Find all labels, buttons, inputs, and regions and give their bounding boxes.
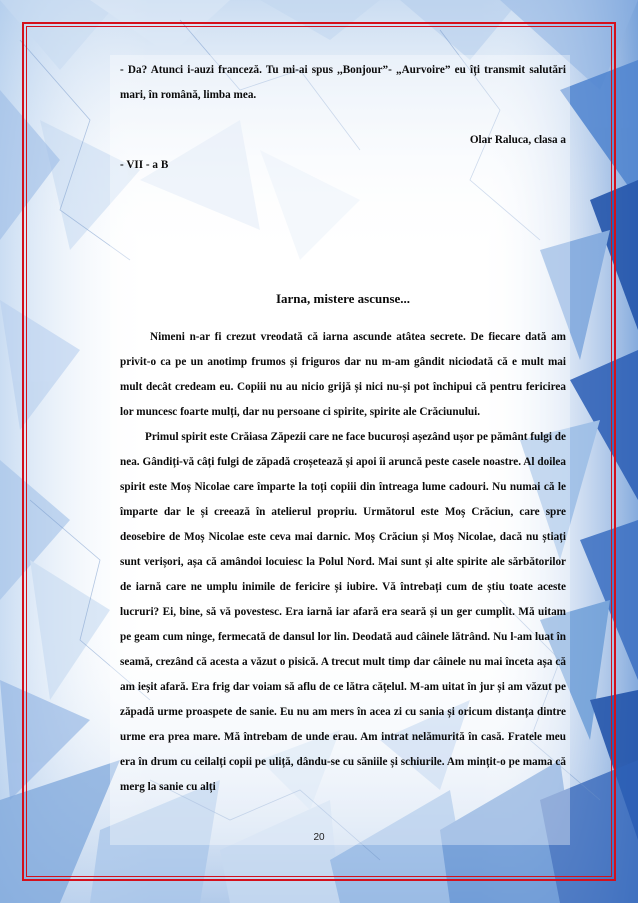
body-paragraph-1: Nimeni n-ar fi crezut vreodată că iarna ascunde atâtea secrete. De fiecare dată am privit-o ca pe un anotimp frumos și friguros dar nu m-am gândit niciodată că e mult mai mult decât credeam eu. Copiii nu au nicio grijă și nici nu-și pot închipui că pentru fericirea lor muncesc foarte mulți, dar nu persoane ci spirite, spirite ale Crăciunului. <box>120 331 566 418</box>
author-signature: Olar Raluca, clasa a <box>469 134 566 146</box>
document-body <box>120 58 566 800</box>
dialogue-paragraph: - Da? Atunci i-auzi franceză. Tu mi-ai spus ,,Bonjour”- „Aurvoire” eu îți transmit salutări mari, în română, limba mea. <box>120 64 566 101</box>
author-class: - VII - a B <box>120 159 169 171</box>
page-number: 20 <box>313 832 325 843</box>
body-paragraph-2: Primul spirit este Crăiasa Zăpezii care ne face bucuroși așezând ușor pe pământ fulgi de nea. Gândiți-vă câți fulgi de zăpadă croșetează și apoi îi aruncă peste casele noastre. Al doilea spirit este Moș Nicolae care împarte la toți copiii din întreaga lume cadouri. Nu numai că le împarte dar le și creează în atelierul propriu. Următorul este Moș Crăciun, care spre deosebire de Moș Nicolae este ceva mai darnic. Moș Crăciun și Moș Nicolae, dacă nu știați sunt verișori, așa că amândoi locuiesc la Polul Nord. Mai sunt și alte spirite ale sărbătorilor de iarnă care ne umplu inimile de fericire și iubire. Vă întrebați cum de știu toate aceste lucruri? Ei, bine, să vă povestesc. Era iarnă iar afară era seară și un ger cumplit. Mă uitam pe geam cum ninge, fermecată de dansul lor lin. Deodată aud câinele lătrând. Nu l-am luat în seamă, crezând că acesta a văzut o pisică. A trecut mult timp dar câinele nu mai înceta așa că am ieșit afară. Era frig dar voiam să aflu de ce lătra cățelul. M-am uitat în jur și am văzut pe zăpadă urme proaspete de sanie. Eu nu am mers în acea zi cu sania și oricum distanța dintre urme era prea mare. Mă întrebam de unde erau. Am intrat nelămurită în casă. Fratele meu era în drum cu ceilalți copii pe uliță, dându-se cu săniile și schiurile. Am mințit-o pe mama că merg la sanie cu alți <box>120 431 566 793</box>
story-title: Iarna, mistere ascunse... <box>275 291 411 306</box>
